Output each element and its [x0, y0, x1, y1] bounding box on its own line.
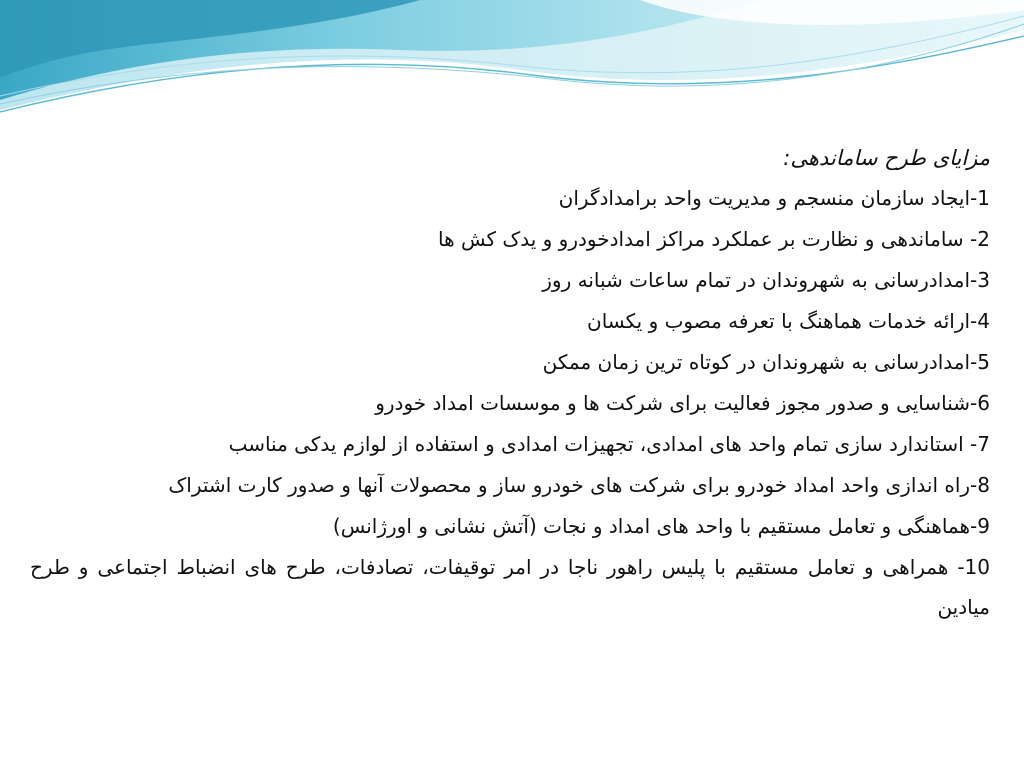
slide-body — [30, 138, 990, 627]
list-item-2: 2- ساماندهی و نظارت بر عملکرد مراکز امدادخودرو و یدک کش ها — [437, 227, 990, 251]
list-item-1: 1-ایجاد سازمان منسجم و مدیریت واحد برامدادگران — [558, 186, 990, 210]
list-item-4: 4-ارائه خدمات هماهنگ با تعرفه مصوب و یکسان — [587, 309, 990, 333]
list-item-6: 6-شناسایی و صدور مجوز فعالیت برای شرکت ها و موسسات امداد خودرو — [375, 391, 990, 415]
list-item-10: 10- همراهی و تعامل مستقیم با پلیس راهور ناجا در امر توقیفات، تصادفات، طرح های انضباط اجتماعی و طرح میادین — [30, 555, 990, 619]
slide-heading: مزایای طرح ساماندهی: — [783, 146, 990, 170]
list-item-9: 9-هماهنگی و تعامل مستقیم با واحد های امداد و نجات (آتش نشانی و اورژانس) — [332, 514, 990, 538]
decorative-wave-header — [0, 0, 1024, 130]
list-item-3: 3-امدادرسانی به شهروندان در تمام ساعات شبانه روز — [542, 268, 990, 292]
list-item-7: 7- استاندارد سازی تمام واحد های امدادی، تجهیزات امدادی و استفاده از لوازم یدکی مناسب — [228, 432, 990, 456]
list-item-8: 8-راه اندازی واحد امداد خودرو برای شرکت های خودرو ساز و محصولات آنها و صدور کارت اشتراک — [168, 473, 990, 497]
list-item-5: 5-امدادرسانی به شهروندان در کوتاه ترین زمان ممکن — [542, 350, 990, 374]
